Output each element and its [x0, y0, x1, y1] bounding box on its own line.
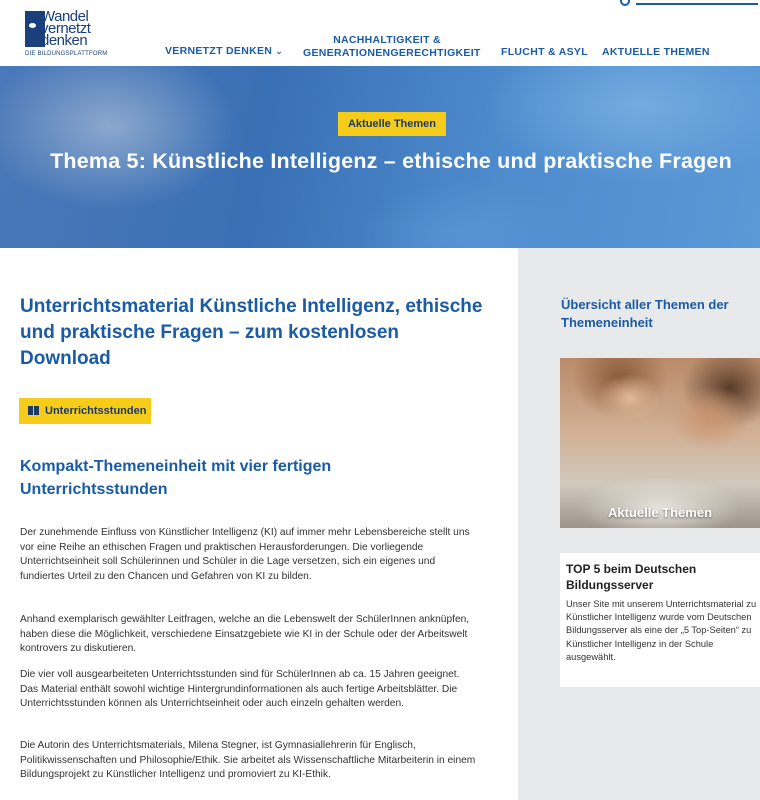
logo-line-3: denken — [41, 32, 88, 49]
hero-category-badge[interactable]: Aktuelle Themen — [338, 112, 446, 136]
book-icon — [28, 406, 39, 415]
chevron-down-icon: ⌄ — [275, 46, 284, 56]
logo-line-1: Wandel — [41, 8, 89, 25]
nav-item-flucht-asyl[interactable]: FLUCHT & ASYL — [501, 46, 588, 58]
site-logo[interactable] — [25, 8, 115, 60]
site-header — [0, 0, 760, 66]
nav-item-label: VERNETZT DENKEN — [165, 45, 273, 57]
paragraph-3: Die vier voll ausgearbeiteten Unterrichtsstunden sind für SchülerInnen ab ca. 15 Jahren geeignet. Das Material enthält sowohl wichtige Hintergrundinformationen als auch fertige Arbeitsblätter. Die Unterrichtsstunden können als Unterrichtseinheit oder auch einzeln gehalten werden. — [20, 669, 460, 710]
sidebar-overview-link[interactable]: Übersicht aller Themen der Themeneinheit — [561, 297, 729, 330]
aktuelle-themen-teaser-image[interactable] — [560, 358, 760, 528]
top5-title: TOP 5 beim Deutschen Bildungsserver — [566, 562, 697, 592]
nav-item-nachhaltigkeit[interactable]: NACHHALTIGKEIT & GENERATIONENGERECHTIGKEIT — [303, 34, 481, 59]
paragraph-4: Die Autorin des Unterrichtsmaterials, Milena Stegner, ist Gymnasiallehrerin für Englisch, Politikwissenschaften und Philosophie/Ethik. Sie arbeitet als Wissenschaftliche Mitarbeiterin in einem Bildungsprojekt zu Künstlicher Intelligenz und promoviert zu KI-Ethik. — [20, 740, 476, 781]
search-input[interactable] — [636, 3, 758, 5]
logo-subtitle: DIE BILDUNGSPLATTFORM — [25, 51, 108, 57]
nav-item-vernetzt-denken[interactable] — [165, 45, 283, 58]
unterrichtsstunden-tag-button[interactable] — [19, 398, 151, 424]
teaser-caption: Aktuelle Themen — [607, 505, 713, 520]
sidebar — [518, 248, 760, 800]
hero-banner — [0, 66, 760, 248]
page-title: Thema 5: Künstliche Intelligenz – ethische und praktische Fragen — [50, 149, 732, 173]
tag-button-label: Unterrichtsstunden — [45, 405, 147, 417]
content-title: Unterrichtsmaterial Künstliche Intelligenz, ethische und praktische Fragen – zum kostenlosen Download — [20, 296, 483, 369]
logo-line-2: vernetzt — [41, 20, 91, 37]
content-subtitle: Kompakt-Themeneinheit mit vier fertigen Unterrichtsstunden — [20, 458, 332, 498]
top5-text: Unser Site mit unserem Unterrichtsmaterial zu Künstlicher Intelligenz wurde vom Deutschen Bildungsserver als eine der „5 Top-Seiten“ zu Künstlicher Intelligenz in der Schule ausgewählt. — [566, 599, 757, 662]
search-icon[interactable] — [620, 0, 630, 6]
nav-item-aktuelle-themen[interactable]: AKTUELLE THEMEN — [602, 46, 710, 58]
paragraph-1: Der zunehmende Einfluss von Künstlicher Intelligenz (KI) auf immer mehr Lebensbereiche stellt uns vor eine Reihe an ethischen Fragen und praktischen Herausforderungen. Die vorliegende Unterrichtseinheit soll Schülerinnen und Schüler in die Lage versetzen, sich ein eigenes und fundiertes Urteil zu den Chancen und Gefahren von KI zu bilden. — [20, 527, 470, 582]
paragraph-2: Anhand exemplarisch gewählter Leitfragen, welche an die Lebenswelt der SchülerInnen anknüpfen, haben diese die Möglichkeit, verschiedene Einsatzgebiete wie KI in der Schule oder der Arbeitswelt kontrovers zu diskutieren. — [20, 614, 470, 655]
top5-info-box — [560, 553, 760, 687]
